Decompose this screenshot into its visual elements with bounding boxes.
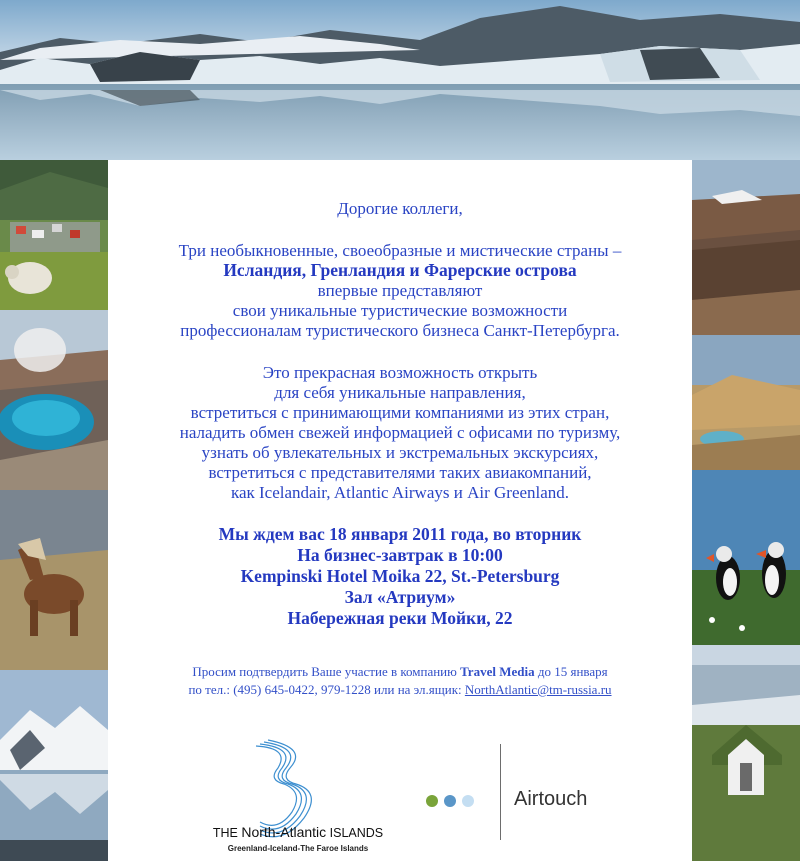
airtouch-dots xyxy=(426,794,480,812)
opportunity-line: наладить обмен свежей информацией с офисами по туризму, xyxy=(179,423,621,442)
event-address: Набережная реки Мойки, 22 xyxy=(287,608,513,628)
north-atlantic-logo-mark xyxy=(194,738,394,858)
opportunity-line: встретиться с представителями таких авиакомпаний, xyxy=(208,463,592,482)
canyon-photo xyxy=(692,160,800,335)
event-time: На бизнес-завтрак в 10:00 xyxy=(297,545,503,565)
event-date: Мы ждем вас 18 января 2011 года, во вторник xyxy=(218,524,582,544)
turf-house-photo xyxy=(692,645,800,861)
invitation-panel xyxy=(108,160,692,861)
intro-line-3: впервые представляют xyxy=(317,281,483,300)
north-atlantic-subtitle: Greenland-Iceland-The Faroe Islands xyxy=(227,844,369,853)
mountain-fjord-photo xyxy=(0,670,108,861)
geothermal-pool-photo xyxy=(0,310,108,490)
puffins-photo xyxy=(692,470,800,645)
opportunity-line: как Icelandair, Atlantic Airways и Air Greenland. xyxy=(230,483,570,502)
opportunity-line: встретиться с принимающими компаниями из этих стран, xyxy=(190,403,610,422)
logo-divider xyxy=(500,744,501,840)
glacier-banner-image xyxy=(0,0,800,160)
rsvp-phone: по тел.: (495) 645-0422, 979-1228 или на эл.ящик: xyxy=(188,682,465,697)
airtouch-logo-text: Airtouch xyxy=(514,788,588,810)
rsvp-company: Travel Media xyxy=(460,664,535,679)
icelandic-horse-photo xyxy=(0,490,108,670)
intro-countries: Исландия, Гренландия и Фарерские острова xyxy=(223,260,577,280)
north-atlantic-title xyxy=(108,824,488,840)
rsvp-line-1 xyxy=(108,663,692,680)
na-name: North-Atlantic xyxy=(241,824,327,840)
opportunity-line: Это прекрасная возможность открыть xyxy=(262,363,538,382)
rsvp-deadline: до 15 января xyxy=(534,664,608,679)
opportunity-line: узнать об увлекательных и экстремальных экскурсиях, xyxy=(201,443,599,462)
intro-line-5: профессионалам туристического бизнеса Санкт-Петербурга. xyxy=(180,321,620,340)
right-photo-column xyxy=(692,160,800,861)
intro-line-1: Три необыкновенные, своеобразные и мистические страны – xyxy=(178,241,622,260)
greeting: Дорогие коллеги, xyxy=(337,199,463,218)
rsvp-line-2 xyxy=(108,681,692,698)
green-dot xyxy=(426,795,438,807)
blue-dot xyxy=(444,795,456,807)
na-the: THE xyxy=(212,826,242,840)
village-sheep-photo xyxy=(0,160,108,310)
event-venue: Kempinski Hotel Moika 22, St.-Petersburg xyxy=(240,566,560,586)
na-islands: ISLANDS xyxy=(326,826,384,840)
intro-line-4: свои уникальные туристические возможности xyxy=(232,301,568,320)
rsvp-email-link[interactable]: NorthAtlantic@tm-russia.ru xyxy=(464,682,612,697)
rsvp-text: Просим подтвердить Ваше участие в компанию xyxy=(192,664,461,679)
rhyolite-mountains-photo xyxy=(692,335,800,470)
light-blue-dot xyxy=(462,795,474,807)
event-hall: Зал «Атриум» xyxy=(344,587,456,607)
left-photo-column xyxy=(0,160,108,861)
opportunity-line: для себя уникальные направления, xyxy=(274,383,526,402)
